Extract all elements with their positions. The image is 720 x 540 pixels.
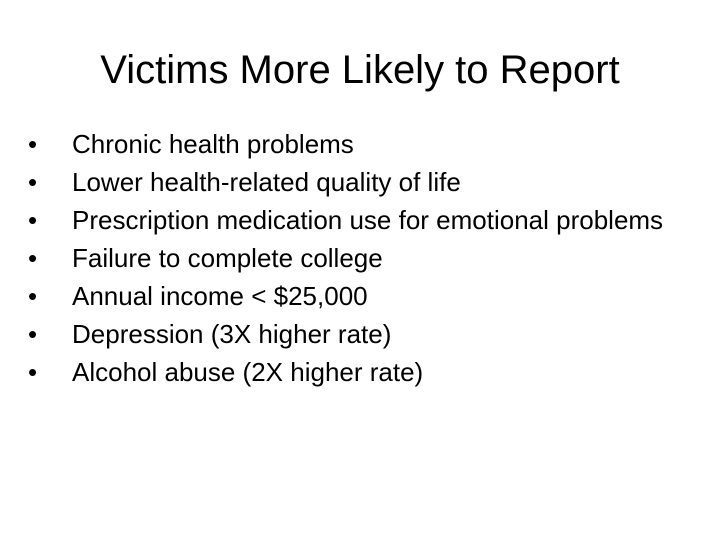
bullet-text: Alcohol abuse (2X higher rate) <box>72 357 424 387</box>
bullet-item <box>28 320 688 349</box>
bullet-icon: • <box>28 205 38 235</box>
bullet-item <box>28 168 688 197</box>
slide-title: Victims More Likely to Report <box>100 48 620 92</box>
bullet-text: Prescription medication use for emotional problems <box>72 205 664 235</box>
bullet-item <box>28 358 688 387</box>
bullet-icon: • <box>28 281 38 311</box>
bullet-text: Failure to complete college <box>72 243 383 273</box>
bullet-icon: • <box>28 167 38 197</box>
bullet-list <box>28 130 688 387</box>
bullet-item <box>28 206 688 235</box>
bullet-icon: • <box>28 357 38 387</box>
bullet-text: Lower health-related quality of life <box>72 167 461 197</box>
bullet-item <box>28 130 688 159</box>
bullet-text: Depression (3X higher rate) <box>72 319 392 349</box>
bullet-text: Annual income < $25,000 <box>72 281 368 311</box>
bullet-icon: • <box>28 129 38 159</box>
bullet-item <box>28 244 688 273</box>
bullet-item <box>28 282 688 311</box>
bullet-icon: • <box>28 319 38 349</box>
bullet-text: Chronic health problems <box>72 129 354 159</box>
bullet-icon: • <box>28 243 38 273</box>
